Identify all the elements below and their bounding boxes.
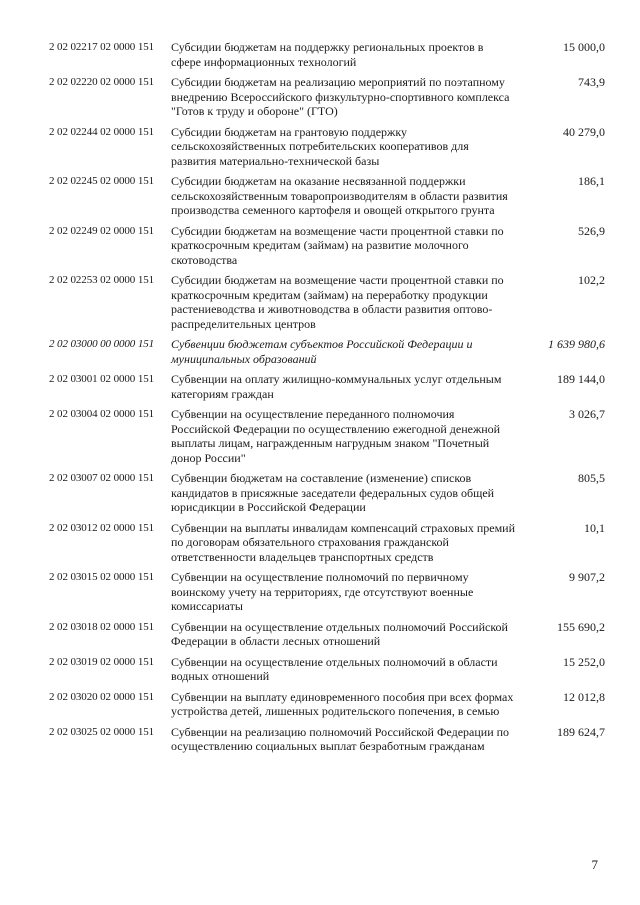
budget-amount: 10,1	[584, 520, 605, 535]
budget-description: Субвенции на выплаты инвалидам компенсаций страховых премий по договорам обязательного страхования гражданской ответственности владельцев транспортных средств	[171, 520, 516, 564]
table-row	[49, 471, 605, 521]
budget-description: Субвенции на реализацию полномочий Российской Федерации по осуществлению социальных выплат безработным гражданам	[171, 724, 510, 753]
budget-amount: 189 624,7	[557, 724, 605, 739]
table-row	[49, 40, 605, 75]
table-row	[49, 174, 605, 224]
table-row-subtotal	[49, 337, 605, 372]
budget-description: Субсидии бюджетам на грантовую поддержку сельскохозяйственных потребительских кооперативов для развития материально-технической базы	[171, 124, 469, 168]
budget-description: Субвенции на осуществление полномочий по первичному воинскому учету на территориях, где отсутствуют военные комиссариаты	[171, 570, 474, 613]
budget-amount: 15 252,0	[563, 654, 605, 669]
budget-code: 2 02 02217 02 0000 151	[49, 41, 155, 53]
budget-amount: 526,9	[578, 223, 605, 238]
budget-description: Субвенции на осуществление переданного полномочия Российской Федерации по осуществлению ежегодной денежной выплаты лицам, награжденным нагрудным знаком "Почетный донор России"	[171, 407, 501, 465]
budget-code: 2 02 02244 02 0000 151	[49, 125, 155, 138]
budget-table-body	[49, 40, 605, 760]
page-number: 7	[591, 857, 598, 872]
budget-amount: 12 012,8	[563, 689, 605, 704]
budget-code: 2 02 02253 02 0000 151	[49, 274, 155, 286]
budget-code: 2 02 03020 02 0000 151	[49, 690, 155, 703]
budget-amount: 15 000,0	[563, 40, 605, 54]
table-row	[49, 407, 605, 471]
budget-code: 2 02 02220 02 0000 151	[49, 76, 155, 88]
budget-description: Субвенции на оплату жилищно-коммунальных услуг отдельным категориям граждан	[171, 372, 502, 401]
budget-amount: 155 690,2	[557, 619, 605, 634]
table-row	[49, 570, 605, 620]
budget-description: Субвенции на выплату единовременного пособия при всех формах устройства детей, лишенных родительского попечения, в семью	[171, 689, 514, 718]
table-row	[49, 273, 605, 337]
table-row	[49, 75, 605, 125]
budget-amount: 805,5	[578, 471, 605, 485]
budget-code: 2 02 02245 02 0000 151	[49, 175, 155, 187]
table-row	[49, 372, 605, 407]
budget-code: 2 02 02249 02 0000 151	[49, 224, 155, 237]
budget-amount: 189 144,0	[557, 372, 605, 386]
budget-description: Субвенции бюджетам субъектов Российской Федерации и муниципальных образований	[171, 337, 473, 366]
budget-amount: 102,2	[578, 273, 605, 287]
budget-amount: 186,1	[578, 174, 605, 188]
budget-code: 2 02 03018 02 0000 151	[49, 620, 155, 633]
budget-code: 2 02 03012 02 0000 151	[49, 521, 155, 534]
table-row	[49, 620, 605, 655]
budget-code: 2 02 03025 02 0000 151	[49, 725, 155, 738]
budget-code: 2 02 03007 02 0000 151	[49, 472, 155, 484]
budget-amount: 743,9	[578, 75, 605, 89]
budget-description: Субвенции на осуществление отдельных полномочий Российской Федерации в области лесных отношений	[171, 619, 508, 648]
budget-description: Субсидии бюджетам на поддержку региональных проектов в сфере информационных технологий	[171, 40, 484, 69]
budget-code: 2 02 03015 02 0000 151	[49, 571, 155, 583]
budget-amount: 3 026,7	[569, 407, 605, 421]
budget-code: 2 02 03004 02 0000 151	[49, 408, 155, 420]
budget-description: Субсидии бюджетам на возмещение части процентной ставки по краткосрочным кредитам (займам) на развитие молочного скотоводства	[171, 223, 504, 267]
table-row	[49, 690, 605, 725]
budget-amount: 9 907,2	[569, 570, 605, 584]
table-row	[49, 125, 605, 175]
budget-code: 2 02 03001 02 0000 151	[49, 373, 155, 385]
table-row	[49, 725, 605, 760]
table-row	[49, 521, 605, 571]
budget-description: Субсидии бюджетам на оказание несвязанной поддержки сельскохозяйственным товаропроизводителям в области развития производства семенного картофеля и овощей открытого грунта	[171, 174, 508, 217]
budget-amount: 1 639 980,6	[548, 337, 605, 351]
budget-description: Субсидии бюджетам на реализацию мероприятий по поэтапному внедрению Всероссийского физкультурно-спортивного комплекса "Готов к труду и обороне" (ГТО)	[171, 75, 510, 118]
table-row	[49, 224, 605, 274]
table-row	[49, 655, 605, 690]
budget-amount: 40 279,0	[563, 124, 605, 139]
budget-code: 2 02 03019 02 0000 151	[49, 655, 155, 668]
budget-description: Субвенции на осуществление отдельных полномочий в области водных отношений	[171, 654, 498, 683]
budget-table	[49, 40, 605, 760]
budget-description: Субвенции бюджетам на составление (изменение) списков кандидатов в присяжные заседатели федеральных судов общей юрисдикции в Российской Федерации	[171, 471, 495, 514]
budget-code: 2 02 03000 00 0000 151	[49, 338, 155, 350]
budget-description: Субсидии бюджетам на возмещение части процентной ставки по краткосрочным кредитам (займам) на переработку продукции растениеводства и животноводства в области развития оптово-распределительных центров	[171, 273, 504, 331]
